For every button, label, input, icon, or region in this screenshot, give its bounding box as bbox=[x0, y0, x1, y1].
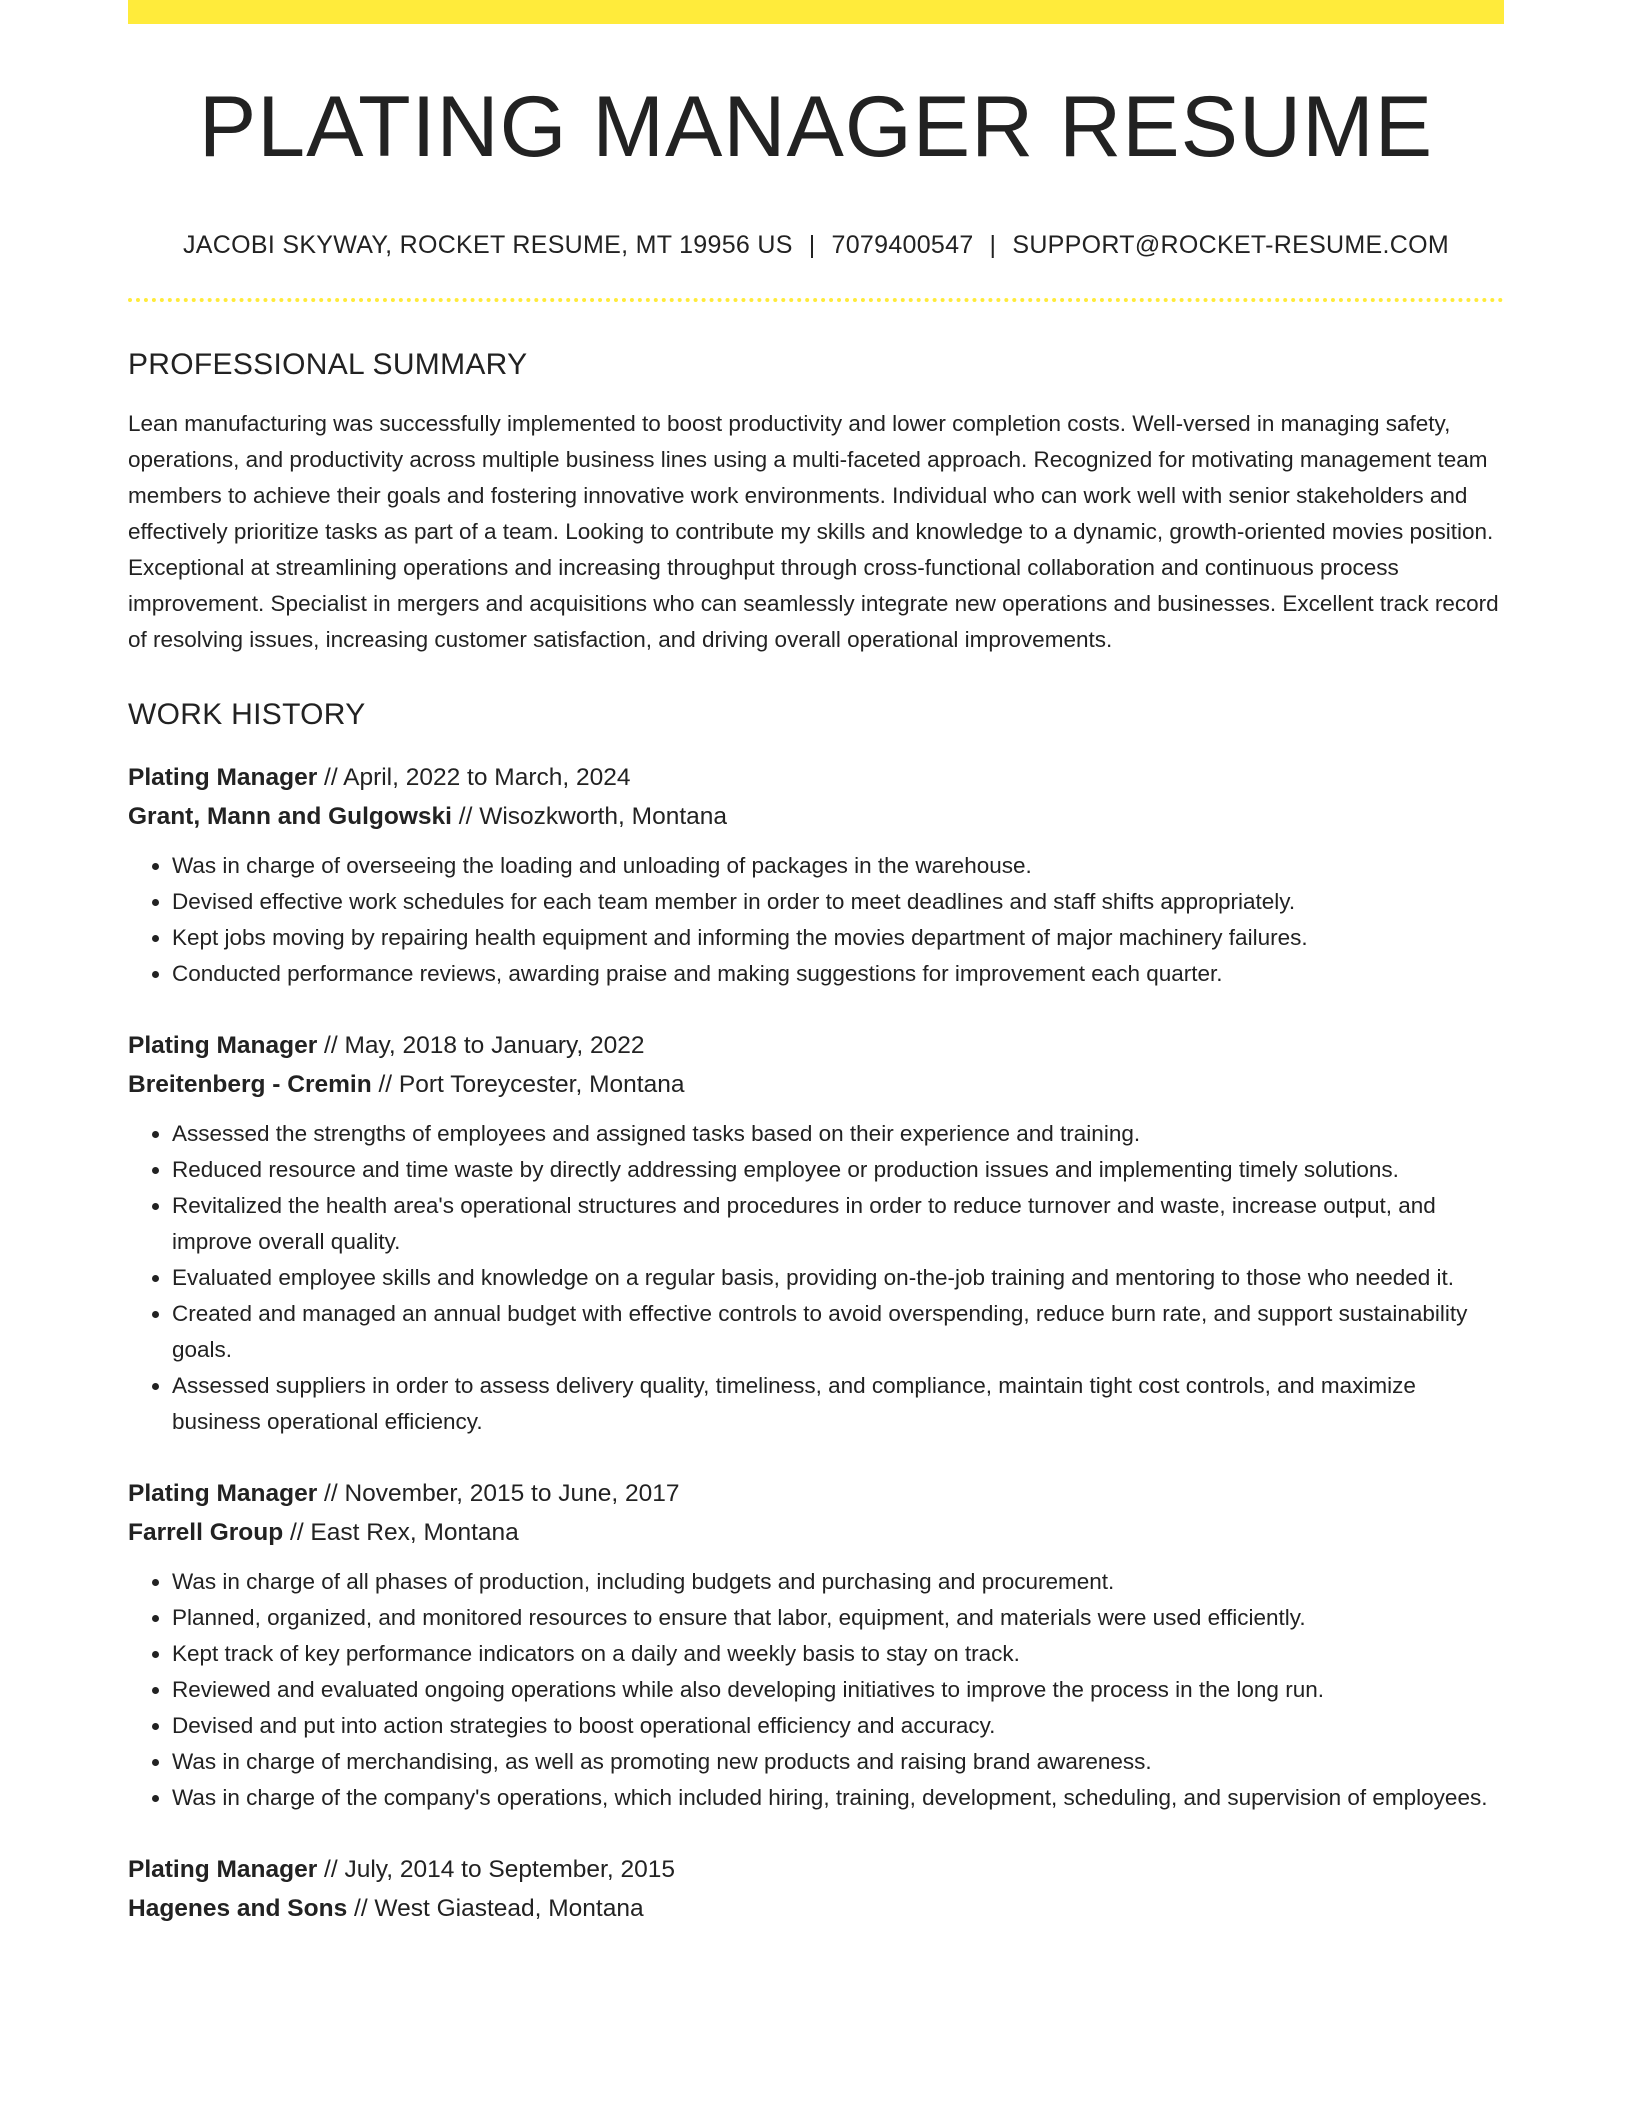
job-role: Plating Manager bbox=[128, 1479, 318, 1507]
job-bullet: • Kept jobs moving by repairing health equipment and informing the movies department of major machinery failures. bbox=[172, 920, 1504, 956]
job-company: Breitenberg - Cremin bbox=[128, 1070, 372, 1098]
work-history-heading: WORK HISTORY bbox=[128, 697, 366, 731]
job-location: // West Giastead, Montana bbox=[347, 1894, 644, 1922]
job-bullet: • Devised effective work schedules for each team member in order to meet deadlines and staff shifts appropriately. bbox=[172, 884, 1504, 920]
job-bullet-list bbox=[128, 848, 1504, 992]
summary-heading: PROFESSIONAL SUMMARY bbox=[128, 347, 528, 381]
job-company-line bbox=[128, 797, 1504, 836]
job-bullet: • Was in charge of overseeing the loading and unloading of packages in the warehouse. bbox=[172, 848, 1504, 884]
job-bullet-list bbox=[128, 1116, 1504, 1440]
job-bullet: • Revitalized the health area's operational structures and procedures in order to reduce turnover and waste, increase output, and improve overall quality. bbox=[172, 1188, 1504, 1260]
resume-page bbox=[128, 0, 1504, 1928]
job-bullet: • Evaluated employee skills and knowledge on a regular basis, providing on-the-job training and mentoring to those who needed it. bbox=[172, 1260, 1504, 1296]
job-role-line bbox=[128, 1026, 1504, 1065]
job-bullet: • Devised and put into action strategies to boost operational efficiency and accuracy. bbox=[172, 1708, 1504, 1744]
job-bullet: • Assessed suppliers in order to assess delivery quality, timeliness, and compliance, maintain tight cost controls, and maximize business operational efficiency. bbox=[172, 1368, 1504, 1440]
job-bullet-list bbox=[128, 1564, 1504, 1816]
work-history-list bbox=[128, 758, 1504, 1928]
top-accent-bar bbox=[128, 0, 1504, 24]
contact-phone: 7079400547 bbox=[831, 230, 974, 259]
contact-email: SUPPORT@ROCKET-RESUME.COM bbox=[1012, 230, 1449, 259]
job-company-line bbox=[128, 1513, 1504, 1552]
job-entry bbox=[128, 758, 1504, 992]
job-bullet: • Conducted performance reviews, awarding praise and making suggestions for improvement each quarter. bbox=[172, 956, 1504, 992]
contact-line bbox=[128, 231, 1504, 260]
job-role: Plating Manager bbox=[128, 1855, 318, 1883]
job-role-line bbox=[128, 1850, 1504, 1889]
job-company-line bbox=[128, 1889, 1504, 1928]
job-company-line bbox=[128, 1065, 1504, 1104]
contact-address: JACOBI SKYWAY, ROCKET RESUME, MT 19956 US bbox=[183, 230, 793, 259]
job-role-line bbox=[128, 758, 1504, 797]
job-bullet: • Assessed the strengths of employees and assigned tasks based on their experience and training. bbox=[172, 1116, 1504, 1152]
job-bullet: • Reduced resource and time waste by directly addressing employee or production issues and implementing timely solutions. bbox=[172, 1152, 1504, 1188]
job-company: Grant, Mann and Gulgowski bbox=[128, 802, 452, 830]
job-dates: // May, 2018 to January, 2022 bbox=[317, 1031, 645, 1059]
job-entry bbox=[128, 1474, 1504, 1816]
job-entry bbox=[128, 1850, 1504, 1928]
job-bullet: • Was in charge of all phases of production, including budgets and purchasing and procurement. bbox=[172, 1564, 1504, 1600]
summary-text: Lean manufacturing was successfully implemented to boost productivity and lower completion costs. Well-versed in managing safety, operations, and productivity across multiple business lines using a multi-faceted approach. Recognized for motivating management team members to achieve their goals and fostering innovative work environments. Individual who can work well with senior stakeholders and effectively prioritize tasks as part of a team. Looking to contribute my skills and knowledge to a dynamic, growth-oriented movies position. Exceptional at streamlining operations and increasing throughput through cross-functional collaboration and continuous process improvement. Specialist in mergers and acquisitions who can seamlessly integrate new operations and businesses. Excellent track record of resolving issues, increasing customer satisfaction, and driving overall operational improvements. bbox=[128, 410, 1499, 652]
job-dates: // November, 2015 to June, 2017 bbox=[317, 1479, 680, 1507]
job-entry bbox=[128, 1026, 1504, 1440]
job-bullet: • Planned, organized, and monitored resources to ensure that labor, equipment, and materials were used efficiently. bbox=[172, 1600, 1504, 1636]
dotted-divider bbox=[128, 298, 1504, 302]
job-role: Plating Manager bbox=[128, 1031, 318, 1059]
job-location: // Wisozkworth, Montana bbox=[451, 802, 728, 830]
job-bullet: • Reviewed and evaluated ongoing operations while also developing initiatives to improve the process in the long run. bbox=[172, 1672, 1504, 1708]
contact-separator: | bbox=[989, 230, 997, 259]
job-bullet: • Kept track of key performance indicators on a daily and weekly basis to stay on track. bbox=[172, 1636, 1504, 1672]
job-bullet: • Created and managed an annual budget with effective controls to avoid overspending, reduce burn rate, and support sustainability goals. bbox=[172, 1296, 1504, 1368]
job-dates: // April, 2022 to March, 2024 bbox=[317, 763, 631, 791]
job-location: // East Rex, Montana bbox=[283, 1518, 519, 1546]
job-bullet: • Was in charge of the company's operations, which included hiring, training, development, scheduling, and supervision of employees. bbox=[172, 1780, 1504, 1816]
resume-title: PLATING MANAGER RESUME bbox=[198, 79, 1434, 175]
job-dates: // July, 2014 to September, 2015 bbox=[317, 1855, 675, 1883]
job-company: Hagenes and Sons bbox=[128, 1894, 348, 1922]
job-role: Plating Manager bbox=[128, 763, 318, 791]
job-role-line bbox=[128, 1474, 1504, 1513]
contact-separator: | bbox=[808, 230, 816, 259]
job-location: // Port Toreycester, Montana bbox=[371, 1070, 685, 1098]
job-company: Farrell Group bbox=[128, 1518, 284, 1546]
job-bullet: • Was in charge of merchandising, as well as promoting new products and raising brand awareness. bbox=[172, 1744, 1504, 1780]
